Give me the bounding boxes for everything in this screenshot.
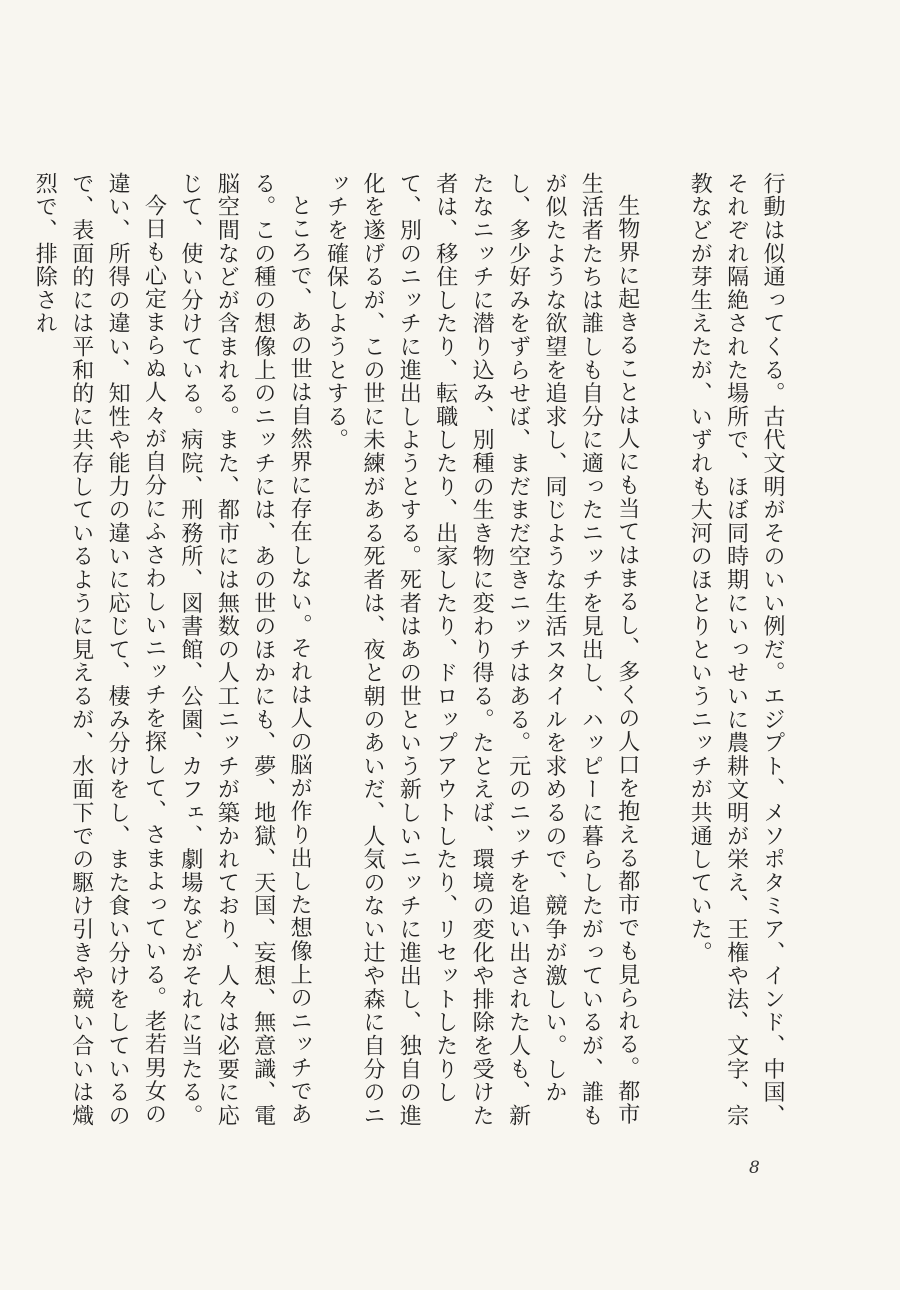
paragraph-2: 生物界に起きることは人にも当てはまるし、多くの人口を抱える都市でも見られる。都市生活者たちは誰しも自分に適ったニッチを見出し、ハッピーに暮らしたがっているが、誰もが似たような欲望を追求し、同じような生活スタイルを求めるので、競争が激しい。しかし、多少好みをずらせば、まだまだ空きニッチはある。元のニッチを追い出された人も、新たなニッチに潜り込み、別種の生き物に変わり得る。たとえば、環境の変化や排除を受けた者は、移住したり、転職したり、出家したり、ドロップアウトしたり、リセットしたりして、別のニッチに進出しようとする。死者はあの世という新しいニッチに進出し、独自の進化を遂げるが、この世に未練がある死者は、夜と朝のあいだ、人気のない辻や森に自分のニッチを確保しようとする。 xyxy=(323,172,640,1128)
paragraph-3: ところで、あの世は自然界に存在しない。それは人の脳が作り出した想像上のニッチである。この種の想像上のニッチには、あの世のほかにも、夢、地獄、天国、妄想、無意識、電脳空間などが含まれる。また、都市には無数の人工ニッチが築かれており、人々は必要に応じて、使い分けている。病院、刑務所、図書館、公園、カフェ、劇場などがそれに当たる。 xyxy=(177,172,313,1128)
paragraph-spacer xyxy=(645,172,681,1147)
paragraph-1: 行動は似通ってくる。古代文明がそのいい例だ。エジプト、メソポタミア、インド、中国、それぞれ隔絶された場所で、ほぼ同時期にいっせいに農耕文明が栄え、王権や法、文字、宗教などが芽生えたが、いずれも大河のほとりというニッチが共通していた。 xyxy=(687,172,785,1128)
paragraph-4: 今日も心定まらぬ人々が自分にふさわしいニッチを探して、さまよっている。老若男女の違い、所得の違い、知性や能力の違いに応じて、棲み分けをし、また食い分けをしているので、表面的には平和的に共存しているように見えるが、水面下での駆け引きや競い合いは熾烈で、排除され xyxy=(32,172,167,1128)
page-number: 8 xyxy=(749,1158,760,1178)
vertical-text-body xyxy=(32,172,790,1147)
